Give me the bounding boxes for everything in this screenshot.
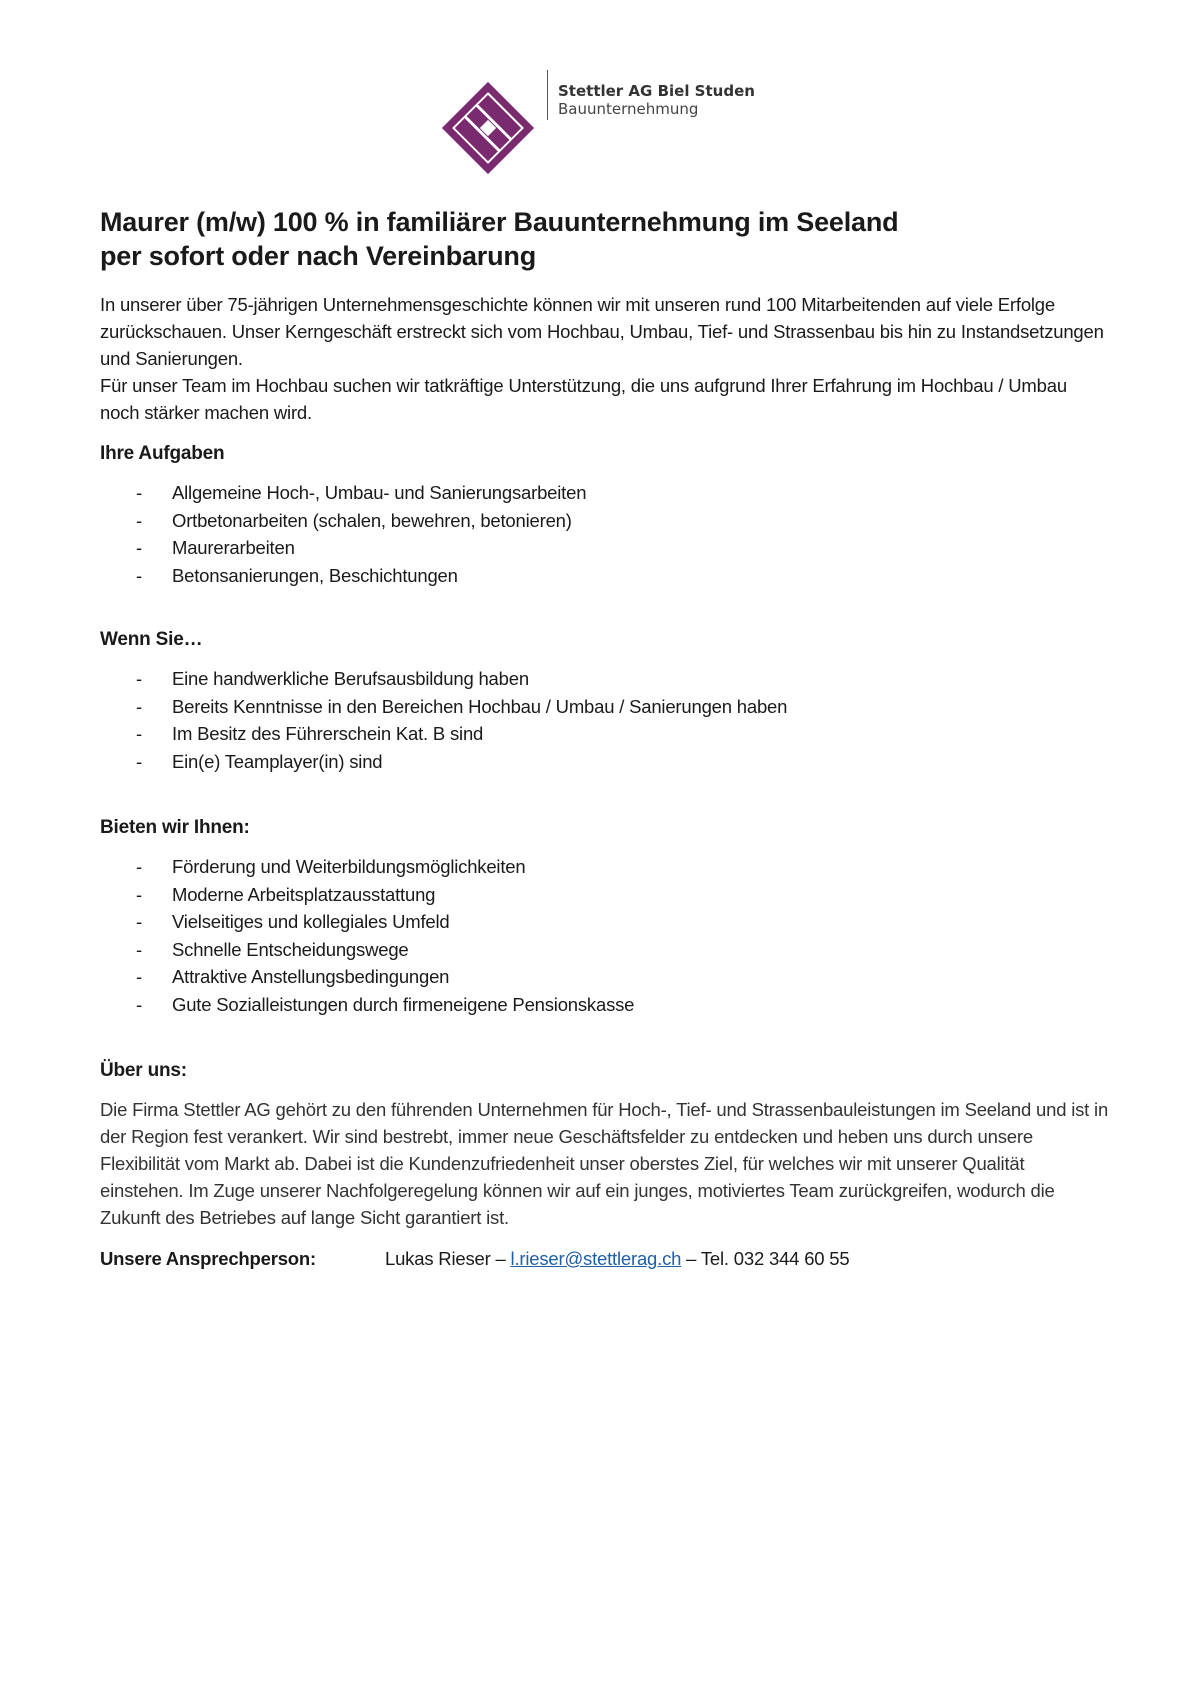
- offer-list: [100, 853, 1110, 1018]
- requirements-list: [100, 665, 1110, 775]
- list-item: - Allgemeine Hoch-, Umbau- und Sanierungsarbeiten: [100, 479, 1110, 507]
- contact-row: [100, 1245, 1110, 1273]
- list-item: - Ortbetonarbeiten (schalen, bewehren, betonieren): [100, 507, 1110, 535]
- list-item: - Attraktive Anstellungsbedingungen: [100, 963, 1110, 991]
- list-item: - Moderne Arbeitsplatzausstattung: [100, 881, 1110, 909]
- contact-phone: – Tel. 032 344 60 55: [681, 1248, 850, 1269]
- tasks-list: [100, 479, 1110, 589]
- contact-name: Lukas Rieser –: [385, 1248, 511, 1269]
- list-item: - Betonsanierungen, Beschichtungen: [100, 562, 1110, 590]
- offer-heading: Bieten wir Ihnen:: [100, 817, 250, 838]
- intro-paragraph-1: In unserer über 75-jährigen Unternehmensgeschichte können wir mit unseren rund 100 Mitarbeitenden auf viele Erfolge zurückschauen. Unser Kerngeschäft erstreckt sich vom Hochbau, Umbau, Tief- und Strassenbau bis hin zu Instandsetzungen und Sanierungen.: [100, 294, 1104, 369]
- company-subtitle: Bauunternehmung: [558, 100, 699, 118]
- list-item: - Ein(e) Teamplayer(in) sind: [100, 748, 1110, 776]
- about-text: Die Firma Stettler AG gehört zu den führenden Unternehmen für Hoch-, Tief- und Strassenbauleistungen im Seeland und ist in der Region fest verankert. Wir sind bestrebt, immer neue Geschäftsfelder zu entdecken und heben uns durch unsere Flexibilität vom Markt ab. Dabei ist die Kundenzufriedenheit unser oberstes Ziel, für welches wir mit unserer Qualität einstehen. Im Zuge unserer Nachfolgeregelung können wir auf ein junges, motiviertes Team zurückgreifen, wodurch die Zukunft des Betriebes auf lange Sicht garantiert ist.: [100, 1099, 1109, 1228]
- list-item: - Bereits Kenntnisse in den Bereichen Hochbau / Umbau / Sanierungen haben: [100, 693, 1110, 721]
- list-item: - Gute Sozialleistungen durch firmeneigene Pensionskasse: [100, 991, 1110, 1019]
- company-logo-icon: [440, 80, 536, 176]
- about-heading: Über uns:: [100, 1060, 187, 1081]
- list-item: - Eine handwerkliche Berufsausbildung haben: [100, 665, 1110, 693]
- list-item: - Im Besitz des Führerschein Kat. B sind: [100, 720, 1110, 748]
- main-content: [100, 205, 1110, 1273]
- job-title: [100, 205, 1110, 273]
- company-name: Stettler AG Biel Studen: [558, 82, 755, 100]
- contact-label: Unsere Ansprechperson:: [100, 1248, 316, 1269]
- job-title-line-1: Maurer (m/w) 100 % in familiärer Bauunternehmung im Seeland: [100, 207, 899, 237]
- list-item: - Schnelle Entscheidungswege: [100, 936, 1110, 964]
- contact-email-link[interactable]: l.rieser@stettlerag.ch: [510, 1248, 682, 1269]
- intro-section: [100, 291, 1110, 426]
- job-title-line-2: per sofort oder nach Vereinbarung: [100, 241, 536, 271]
- company-header: [440, 68, 780, 178]
- logo-divider: [547, 70, 548, 120]
- list-item: - Maurerarbeiten: [100, 534, 1110, 562]
- tasks-heading: Ihre Aufgaben: [100, 443, 225, 464]
- list-item: - Förderung und Weiterbildungsmöglichkeiten: [100, 853, 1110, 881]
- requirements-heading: Wenn Sie…: [100, 629, 203, 650]
- contact-value: [385, 1245, 850, 1272]
- intro-paragraph-2: Für unser Team im Hochbau suchen wir tatkräftige Unterstützung, die uns aufgrund Ihrer Erfahrung im Hochbau / Umbau noch stärker machen wird.: [100, 375, 1067, 423]
- list-item: - Vielseitiges und kollegiales Umfeld: [100, 908, 1110, 936]
